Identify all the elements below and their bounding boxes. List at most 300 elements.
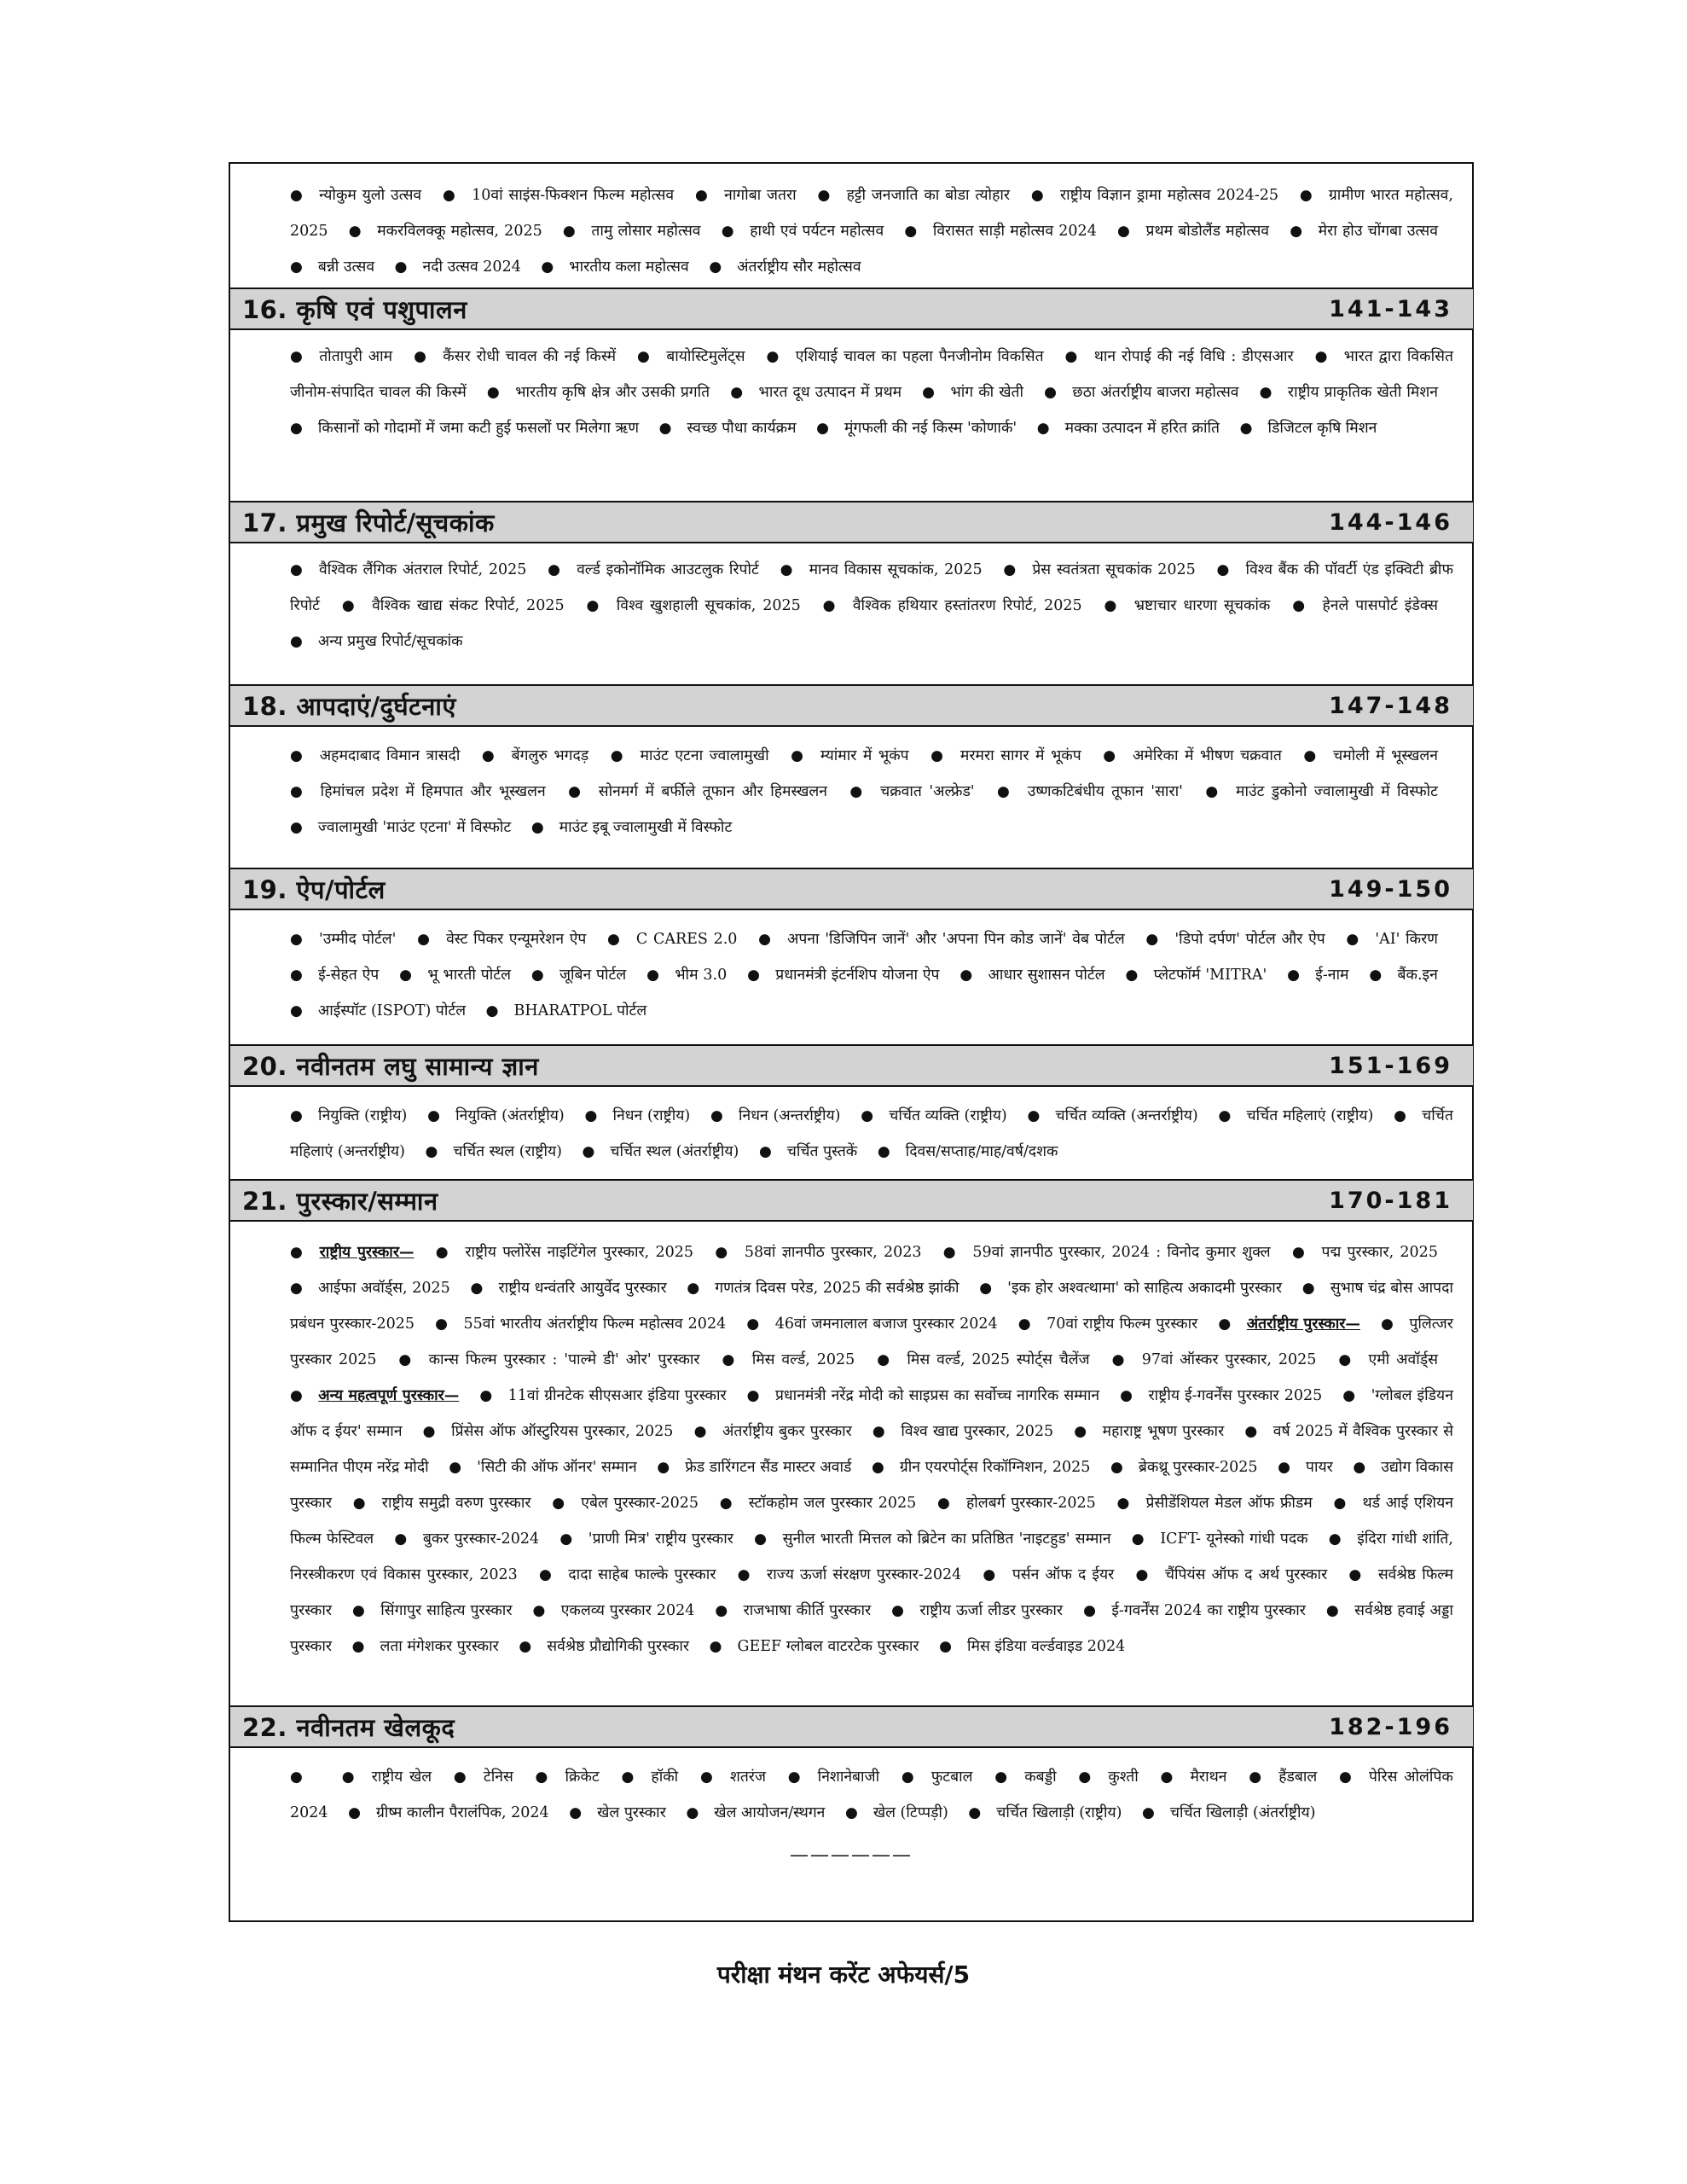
- topic-item: तामु लोसार महोत्सव: [591, 223, 701, 240]
- topic-item: स्टॉकहोम जल पुरस्कार 2025: [748, 1495, 917, 1512]
- bullet-icon: ●: [746, 1316, 760, 1333]
- topic-item: भारत द्वारा विकसित जीनोम-संपादित चावल की किस्में: [290, 348, 1453, 401]
- topic-item: चैंपियंस ऑफ द अर्थ पुरस्कार: [1164, 1566, 1328, 1583]
- bullet-icon: ●: [1142, 1804, 1155, 1821]
- topic-item: GEEF ग्लोबल वाटरटेक पुरस्कार: [737, 1638, 919, 1655]
- bullet-icon: ●: [606, 931, 621, 948]
- bullet-icon: ●: [994, 1769, 1010, 1786]
- topic-item: बुकर पुरस्कार-2024: [422, 1531, 540, 1548]
- content-frame: [229, 162, 1474, 1922]
- bullet-icon: ●: [1116, 1495, 1131, 1512]
- topic-item: निधन (राष्ट्रीय): [612, 1107, 691, 1124]
- bullet-icon: ●: [694, 187, 710, 204]
- page-range: 147-148: [1329, 692, 1452, 719]
- topic-item: शतरंज: [729, 1769, 766, 1786]
- bullet-icon: ●: [1216, 561, 1231, 578]
- topic-item: अन्य महत्वपूर्ण पुरस्कार—: [318, 1387, 460, 1404]
- bullet-icon: ●: [1292, 597, 1307, 614]
- bullet-icon: ●: [348, 1804, 361, 1821]
- topic-item: भ्रष्टाचार धारणा सूचकांक: [1133, 597, 1271, 614]
- bullet-icon: ●: [1003, 561, 1017, 578]
- topic-item: राज्य ऊर्जा संरक्षण पुरस्कार-2024: [767, 1566, 962, 1583]
- bullet-icon: ●: [290, 1769, 304, 1786]
- bullet-icon: ●: [1328, 1531, 1342, 1548]
- topic-item: गणतंत्र दिवस परेड, 2025 की सर्वश्रेष्ठ झांकी: [715, 1280, 959, 1297]
- topic-item: वर्ष 2025 में वैश्विक पुरस्कार से सम्मानित पीएम नरेंद्र मोदी: [290, 1423, 1453, 1476]
- bullet-icon: ●: [730, 384, 744, 401]
- topic-item: महाराष्ट्र भूषण पुरस्कार: [1102, 1423, 1225, 1440]
- bullet-icon: ●: [530, 967, 544, 984]
- bullet-icon: ●: [1249, 1769, 1264, 1786]
- bullet-icon: ●: [646, 967, 660, 984]
- bullet-icon: ●: [686, 1804, 699, 1821]
- section-title: 17. प्रमुख रिपोर्ट/सूचकांक: [242, 508, 495, 537]
- topic-item: प्रधानमंत्री इंटर्नशिप योजना ऐप: [775, 967, 940, 984]
- bullet-icon: ●: [709, 258, 722, 276]
- bullet-icon: ●: [1044, 384, 1058, 401]
- topic-item: कान्स फिल्म पुरस्कार : 'पाल्मे डी' ओर' पुरस्कार: [428, 1351, 700, 1368]
- topic-item: तोतापुरी आम: [319, 348, 393, 365]
- topic-item: राष्ट्रीय फ्लोरेंस नाइटिंगेल पुरस्कार, 2025: [465, 1244, 694, 1261]
- bullet-icon: ●: [1120, 1387, 1133, 1404]
- topic-item: ब्रेकथ्रू पुरस्कार-2025: [1138, 1459, 1258, 1476]
- bullet-icon: ●: [417, 931, 432, 948]
- bullet-icon: ●: [1036, 420, 1050, 437]
- bullet-icon: ●: [394, 258, 408, 276]
- bullet-icon: ●: [1125, 967, 1139, 984]
- bullet-icon: ●: [427, 1107, 441, 1124]
- bullet-icon: ●: [541, 258, 554, 276]
- bullet-icon: ●: [787, 1769, 803, 1786]
- topic-item: टेनिस: [483, 1769, 513, 1786]
- bullet-icon: ●: [422, 1423, 437, 1440]
- bullet-icon: ●: [435, 1316, 449, 1333]
- bullet-icon: ●: [844, 1804, 858, 1821]
- topic-item: हट्टी जनजाति का बोडा त्योहार: [846, 187, 1011, 204]
- bullet-icon: ●: [715, 1244, 729, 1261]
- bullet-icon: ●: [1338, 1351, 1354, 1368]
- page-footer: परीक्षा मंथन करेंट अफेयर्स/5: [716, 1960, 971, 1989]
- topic-item: कुश्ती: [1108, 1769, 1139, 1786]
- section-items: [290, 1098, 1453, 1170]
- topic-item: हिमांचल प्रदेश में हिमपात और भूस्खलन: [320, 783, 546, 800]
- topic-item: मानव विकास सूचकांक, 2025: [809, 561, 983, 578]
- topic-item: कैंसर रोधी चावल की नई किस्में: [443, 348, 617, 365]
- topic-item: एकलव्य पुरस्कार 2024: [560, 1602, 695, 1619]
- topic-item: चर्चित खिलाड़ी (अंतर्राष्ट्रीय): [1169, 1804, 1316, 1821]
- topic-item: होलबर्ग पुरस्कार-2025: [966, 1495, 1096, 1512]
- topic-item: सर्वश्रेष्ठ हवाई अड्डा पुरस्कार: [290, 1602, 1453, 1655]
- bullet-icon: ●: [1244, 1423, 1258, 1440]
- bullet-icon: ●: [1369, 967, 1383, 984]
- topic-item: इंदिरा गांधी शांति, निरस्त्रीकरण एवं विकास पुरस्कार, 2023: [290, 1531, 1453, 1583]
- topic-item: कबड्डी: [1024, 1769, 1057, 1786]
- topic-item: बायोस्टिमुलेंट्स: [666, 348, 745, 365]
- topic-item: मक्का उत्पादन में हरित क्रांति: [1064, 420, 1220, 437]
- topic-item: 97वां ऑस्कर पुरस्कार, 2025: [1141, 1351, 1317, 1368]
- bullet-icon: ●: [481, 747, 496, 764]
- bullet-icon: ●: [1205, 783, 1221, 800]
- topic-item: चर्चित व्यक्ति (राष्ट्रीय): [889, 1107, 1007, 1124]
- bullet-icon: ●: [1160, 1769, 1175, 1786]
- topic-item: सोनमर्ग में बर्फीले तूफान और हिमस्खलन: [598, 783, 828, 800]
- bullet-icon: ●: [746, 1387, 760, 1404]
- bullet-icon: ●: [861, 1107, 874, 1124]
- bullet-icon: ●: [693, 1423, 707, 1440]
- section-body: [290, 921, 1453, 1029]
- bullet-icon: ●: [1278, 1459, 1291, 1476]
- topic-item: मिस वर्ल्ड, 2025: [751, 1351, 855, 1368]
- topic-item: दादा साहेब फाल्के पुरस्कार: [568, 1566, 716, 1583]
- bullet-icon: ●: [722, 1351, 737, 1368]
- bullet-icon: ●: [937, 1495, 952, 1512]
- topic-item: वर्ल्ड इकोनॉमिक आउटलुक रिपोर्ट: [577, 561, 759, 578]
- topic-item: लता मंगेशकर पुरस्कार: [380, 1638, 499, 1655]
- topic-item: चर्चित खिलाड़ी (राष्ट्रीय): [996, 1804, 1122, 1821]
- bullet-icon: ●: [290, 633, 303, 650]
- bullet-icon: ●: [530, 819, 544, 836]
- bullet-icon: ●: [351, 1638, 365, 1655]
- topic-item: प्रेस स्वतंत्रता सूचकांक 2025: [1032, 561, 1196, 578]
- bullet-icon: ●: [352, 1495, 367, 1512]
- bullet-icon: ●: [758, 1143, 772, 1160]
- bullet-icon: ●: [621, 1769, 636, 1786]
- topic-item: चर्चित व्यक्ति (अन्तर्राष्ट्रीय): [1055, 1107, 1198, 1124]
- topic-item: नियुक्ति (अंतर्राष्ट्रीय): [455, 1107, 565, 1124]
- topic-item: नदी उत्सव 2024: [422, 258, 521, 276]
- bullet-icon: ●: [1239, 420, 1253, 437]
- bullet-icon: ●: [290, 420, 303, 437]
- topic-item: एबेल पुरस्कार-2025: [581, 1495, 699, 1512]
- bullet-icon: ●: [721, 223, 735, 240]
- section-header: [230, 501, 1473, 543]
- topic-item: खेल आयोजन/स्थगन: [714, 1804, 826, 1821]
- section-body: [290, 738, 1453, 845]
- topic-item: विश्व खाद्य पुरस्कार, 2025: [901, 1423, 1054, 1440]
- topic-item: 'इक होर अश्वत्थामा' को साहित्य अकादमी पुरस्कार: [1007, 1280, 1283, 1297]
- topic-item: आईफा अवॉर्ड्स, 2025: [317, 1280, 450, 1297]
- topic-item: 'AI' किरण: [1375, 931, 1438, 948]
- bullet-icon: ●: [548, 561, 562, 578]
- bullet-icon: ●: [341, 1769, 357, 1786]
- intro-items: [230, 164, 1472, 288]
- topic-item: भारतीय कृषि क्षेत्र और उसकी प्रगति: [515, 384, 710, 401]
- topic-item: हॉकी: [651, 1769, 679, 1786]
- section-title: 20. नवीनतम लघु सामान्य ज्ञान: [242, 1051, 539, 1081]
- bullet-icon: ●: [449, 1459, 462, 1476]
- bullet-icon: ●: [1342, 1387, 1356, 1404]
- section-title: 22. नवीनतम खेलकूद: [242, 1712, 455, 1742]
- topic-item: राष्ट्रीय विज्ञान ड्रामा महोत्सव 2024-25: [1059, 187, 1279, 204]
- bullet-icon: ●: [582, 1143, 595, 1160]
- topic-item: हाथी एवं पर्यटन महोत्सव: [750, 223, 884, 240]
- bullet-icon: ●: [1117, 223, 1131, 240]
- bullet-icon: ●: [715, 1602, 728, 1619]
- section-header: [230, 1044, 1473, 1087]
- topic-item: विश्व खुशहाली सूचकांक, 2025: [616, 597, 801, 614]
- bullet-icon: ●: [1299, 187, 1313, 204]
- bullet-icon: ●: [399, 967, 413, 984]
- topic-item: राजभाषा कीर्ति पुरस्कार: [743, 1602, 872, 1619]
- topic-item: राष्ट्रीय ऊर्जा लीडर पुरस्कार: [919, 1602, 1064, 1619]
- bullet-icon: ●: [453, 1769, 468, 1786]
- bullet-icon: ●: [1394, 1107, 1407, 1124]
- bullet-icon: ●: [1287, 967, 1301, 984]
- topic-item: ज्वालामुखी 'माउंट एटना' में विस्फोट: [317, 819, 512, 836]
- bullet-icon: ●: [442, 187, 457, 204]
- topic-item: भू भारती पोर्टल: [427, 967, 511, 984]
- bullet-icon: ●: [1083, 1602, 1097, 1619]
- bullet-icon: ●: [486, 384, 501, 401]
- topic-item: ग्रामीण भारत महोत्सव, 2025: [290, 187, 1453, 240]
- end-mark: ——————: [790, 1844, 913, 1866]
- topic-item: चर्चित स्थल (राष्ट्रीय): [453, 1143, 562, 1160]
- topic-item: 58वां ज्ञानपीठ पुरस्कार, 2023: [744, 1244, 922, 1261]
- topic-item: जूबिन पोर्टल: [559, 967, 627, 984]
- topic-item: विश्व बैंक की पॉवर्टी एंड इक्विटी ब्रीफ रिपोर्ट: [290, 561, 1453, 614]
- bullet-icon: ●: [872, 1423, 886, 1440]
- bullet-icon: ●: [1104, 597, 1119, 614]
- topic-item: राष्ट्रीय समुद्री वरुण पुरस्कार: [381, 1495, 531, 1512]
- topic-item: 46वां जमनालाल बजाज पुरस्कार 2024: [774, 1316, 998, 1333]
- page-range: 144-146: [1329, 508, 1452, 536]
- bullet-icon: ●: [1303, 747, 1319, 764]
- topic-item: पद्म पुरस्कार, 2025: [1321, 1244, 1438, 1261]
- topic-item: सर्वश्रेष्ठ प्रौद्योगिकी पुरस्कार: [547, 1638, 690, 1655]
- topic-item: ई-सेहत ऐप: [318, 967, 380, 984]
- topic-item: अहमदाबाद विमान त्रासदी: [319, 747, 461, 764]
- section-header: [230, 1179, 1473, 1222]
- bullet-icon: ●: [747, 967, 761, 984]
- topic-item: अमेरिका में भीषण चक्रवात: [1133, 747, 1282, 764]
- bullet-icon: ●: [637, 348, 652, 365]
- bullet-icon: ●: [849, 783, 866, 800]
- topic-item: 'सिटी की ऑफ ऑनर' सम्मान: [477, 1459, 637, 1476]
- topic-item: प्रिंसेस ऑफ ऑस्टुरियस पुरस्कार, 2025: [451, 1423, 674, 1440]
- bullet-icon: ●: [290, 561, 304, 578]
- topic-item: दिवस/सप्ताह/माह/वर्ष/दशक: [905, 1143, 1058, 1160]
- bullet-icon: ●: [754, 1531, 768, 1548]
- section-header: [230, 684, 1473, 727]
- section-title: 21. पुरस्कार/सम्मान: [242, 1186, 438, 1216]
- bullet-icon: ●: [1111, 1351, 1127, 1368]
- topic-item: आधार सुशासन पोर्टल: [988, 967, 1105, 984]
- bullet-icon: ●: [979, 1280, 993, 1297]
- bullet-icon: ●: [657, 1459, 670, 1476]
- topic-item: 55वां भारतीय अंतर्राष्ट्रीय फिल्म महोत्सव 2024: [463, 1316, 727, 1333]
- topic-item: ई-गवर्नेंस 2024 का राष्ट्रीय पुरस्कार: [1111, 1602, 1306, 1619]
- topic-item: एशियाई चावल का पहला पैनजीनोम विकसित: [795, 348, 1044, 365]
- page-range: 149-150: [1329, 875, 1452, 903]
- bullet-icon: ●: [1218, 1107, 1232, 1124]
- topic-item: माउंट एटना ज्वालामुखी: [640, 747, 769, 764]
- topic-item: किसानों को गोदामों में जमा कटी हुई फसलों पर मिलेगा ऋण: [317, 420, 639, 437]
- bullet-icon: ●: [822, 597, 838, 614]
- topic-item: थर्ड आई एशियन फिल्म फेस्टिवल: [290, 1495, 1453, 1548]
- topic-item: बेंगलुरु भगदड़: [511, 747, 589, 764]
- page-range: 151-169: [1329, 1052, 1452, 1079]
- topic-item: चक्रवात 'अल्फ्रेड': [880, 783, 975, 800]
- topic-item: BHARATPOL पोर्टल: [513, 1002, 647, 1019]
- topic-item: 10वां साइंस-फिक्शन फिल्म महोत्सव: [472, 187, 675, 204]
- bullet-icon: ●: [871, 1459, 884, 1476]
- topic-item: मूंगफली की नई किस्म 'कोणार्क': [844, 420, 1017, 437]
- topic-item: भारतीय कला महोत्सव: [569, 258, 689, 276]
- bullet-icon: ●: [584, 1107, 598, 1124]
- section-title: 18. आपदाएं/दुर्घटनाएं: [242, 691, 456, 721]
- topic-item: हेनले पासपोर्ट इंडेक्स: [1322, 597, 1438, 614]
- topic-item: वैश्विक लैंगिक अंतराल रिपोर्ट, 2025: [318, 561, 527, 578]
- topic-item: C CARES 2.0: [635, 931, 738, 948]
- bullet-icon: ●: [519, 1638, 532, 1655]
- topic-item: थान रोपाई की नई विधि : डीएसआर: [1093, 348, 1294, 365]
- topic-item: माउंट इबू ज्वालामुखी में विस्फोट: [559, 819, 733, 836]
- bullet-icon: ●: [341, 597, 357, 614]
- bullet-icon: ●: [290, 819, 303, 836]
- topic-item: बन्नी उत्सव: [317, 258, 375, 276]
- bullet-icon: ●: [435, 1244, 450, 1261]
- page-range: 141-143: [1329, 295, 1452, 322]
- bullet-icon: ●: [1074, 1423, 1087, 1440]
- section-items: [290, 1759, 1453, 1831]
- topic-item: पुलित्जर पुरस्कार 2025: [290, 1316, 1453, 1368]
- topic-item: म्यांमार में भूकंप: [820, 747, 909, 764]
- topic-item: 59वां ज्ञानपीठ पुरस्कार, 2024 : विनोद कुमार शुक्ल: [972, 1244, 1271, 1261]
- bullet-icon: ●: [569, 1804, 583, 1821]
- bullet-icon: ●: [1381, 1316, 1394, 1333]
- topic-item: न्योकुम युलो उत्सव: [319, 187, 422, 204]
- bullet-icon: ●: [1145, 931, 1160, 948]
- bullet-icon: ●: [290, 931, 304, 948]
- topic-item: विरासत साड़ी महोत्सव 2024: [932, 223, 1097, 240]
- bullet-icon: ●: [348, 223, 362, 240]
- topic-item: राष्ट्रीय ई-गवर्नेंस पुरस्कार 2025: [1148, 1387, 1323, 1404]
- section-body: [290, 552, 1453, 659]
- topic-item: वेस्ट पिकर एन्यूमरेशन ऐप: [446, 931, 587, 948]
- bullet-icon: ●: [1301, 1280, 1315, 1297]
- bullet-icon: ●: [562, 223, 577, 240]
- topic-item: मकरविलक्कू महोत्सव, 2025: [377, 223, 542, 240]
- bullet-icon: ●: [1103, 747, 1117, 764]
- bullet-icon: ●: [559, 1531, 573, 1548]
- bullet-icon: ●: [930, 747, 945, 764]
- topic-item: 'डिपो दर्पण' पोर्टल और ऐप: [1174, 931, 1325, 948]
- bullet-icon: ●: [758, 931, 772, 948]
- topic-item: फुटबाल: [930, 1769, 973, 1786]
- topic-item: मेरा होउ चोंगबा उत्सव: [1318, 223, 1438, 240]
- topic-item: भीम 3.0: [675, 967, 728, 984]
- bullet-icon: ●: [1333, 1495, 1348, 1512]
- bullet-icon: ●: [791, 747, 805, 764]
- topic-item: ICFT- यूनेस्को गांधी पदक: [1160, 1531, 1308, 1548]
- bullet-icon: ●: [1259, 384, 1272, 401]
- bullet-icon: ●: [1017, 1316, 1032, 1333]
- bullet-icon: ●: [939, 1638, 952, 1655]
- bullet-icon: ●: [485, 1002, 499, 1019]
- bullet-icon: ●: [470, 1280, 484, 1297]
- bullet-icon: ●: [352, 1602, 366, 1619]
- section-items: [290, 339, 1453, 446]
- topic-item: भांग की खेती: [950, 384, 1024, 401]
- bullet-icon: ●: [780, 561, 794, 578]
- topic-item: नागोबा जतरा: [724, 187, 797, 204]
- bullet-icon: ●: [1064, 348, 1079, 365]
- bullet-icon: ●: [1131, 1531, 1145, 1548]
- bullet-icon: ●: [290, 1387, 304, 1404]
- page-range: 182-196: [1329, 1713, 1452, 1740]
- bullet-icon: ●: [568, 783, 583, 800]
- bullet-icon: ●: [710, 1107, 723, 1124]
- bullet-icon: ●: [997, 783, 1012, 800]
- bullet-icon: ●: [891, 1602, 905, 1619]
- bullet-icon: ●: [1027, 1107, 1041, 1124]
- bullet-icon: ●: [737, 1566, 752, 1583]
- bullet-icon: ●: [766, 348, 780, 365]
- section-body: [290, 1098, 1453, 1170]
- topic-item: चर्चित पुस्तकें: [786, 1143, 858, 1160]
- bullet-icon: ●: [290, 967, 304, 984]
- topic-item: सुनील भारती मित्तल को ब्रिटेन का प्रतिष्ठित 'नाइटहुड' सम्मान: [782, 1531, 1111, 1548]
- topic-item: प्रेसीडेंशियल मेडल ऑफ फ्रीडम: [1145, 1495, 1313, 1512]
- topic-item: माउंट डुकोनो ज्वालामुखी में विस्फोट: [1236, 783, 1438, 800]
- bullet-icon: ●: [904, 223, 918, 240]
- topic-item: खेल (टिप्पड़ी): [872, 1804, 948, 1821]
- topic-item: अन्य प्रमुख रिपोर्ट/सूचकांक: [317, 633, 463, 650]
- bullet-icon: ●: [290, 1280, 303, 1297]
- topic-item: भारत दूध उत्पादन में प्रथम: [758, 384, 902, 401]
- bullet-icon: ●: [290, 783, 305, 800]
- section-body: [290, 1234, 1453, 1664]
- topic-item: प्लेटफॉर्म 'MITRA': [1153, 967, 1267, 984]
- topic-item: हैंडबाल: [1278, 1769, 1318, 1786]
- topic-item: फ्रेड डारिंगटन सैंड मास्टर अवार्ड: [685, 1459, 852, 1476]
- section-items: [290, 552, 1453, 659]
- bullet-icon: ●: [687, 1280, 700, 1297]
- topic-item: पर्सन ऑफ द ईयर: [1012, 1566, 1115, 1583]
- bullet-icon: ●: [1110, 1459, 1123, 1476]
- topic-item: चर्चित महिलाएं (राष्ट्रीय): [1246, 1107, 1374, 1124]
- bullet-icon: ●: [398, 1351, 414, 1368]
- bullet-icon: ●: [1346, 931, 1360, 948]
- topic-item: चर्चित स्थल (अंतर्राष्ट्रीय): [610, 1143, 739, 1160]
- topic-item: डिजिटल कृषि मिशन: [1267, 420, 1377, 437]
- topic-item: पायर: [1306, 1459, 1333, 1476]
- section-items: [290, 921, 1453, 1029]
- topic-item: अंतर्राष्ट्रीय बुकर पुरस्कार: [722, 1423, 852, 1440]
- topic-item: 'उम्मीद पोर्टल': [318, 931, 397, 948]
- section-title: 16. कृषि एवं पशुपालन: [242, 294, 467, 324]
- topic-item: 'ग्लोबल इंडियन ऑफ द ईयर' सम्मान: [290, 1387, 1453, 1440]
- topic-item: मरमरा सागर में भूकंप: [959, 747, 1081, 764]
- bullet-icon: ●: [290, 258, 303, 276]
- intro-list: [290, 177, 1453, 285]
- bullet-icon: ●: [1291, 1244, 1307, 1261]
- topic-item: अंतर्राष्ट्रीय सौर महोत्सव: [737, 258, 861, 276]
- topic-item: राष्ट्रीय प्राकृतिक खेती मिशन: [1287, 384, 1438, 401]
- topic-item: चर्चित महिलाएं (अन्तर्राष्ट्रीय): [290, 1107, 1453, 1160]
- bullet-icon: ●: [290, 187, 304, 204]
- bullet-icon: ●: [290, 1107, 304, 1124]
- bullet-icon: ●: [290, 747, 304, 764]
- topic-item: अपना 'डिजिपिन जानें' और 'अपना पिन कोड जानें' वेब पोर्टल: [787, 931, 1125, 948]
- topic-item: ग्रीष्म कालीन पैरालंपिक, 2024: [375, 1804, 549, 1821]
- bullet-icon: ●: [699, 1769, 715, 1786]
- section-items: [290, 1234, 1453, 1664]
- bullet-icon: ●: [414, 348, 428, 365]
- bullet-icon: ●: [959, 967, 973, 984]
- topic-item: खेल पुरस्कार: [597, 1804, 666, 1821]
- bullet-icon: ●: [719, 1495, 733, 1512]
